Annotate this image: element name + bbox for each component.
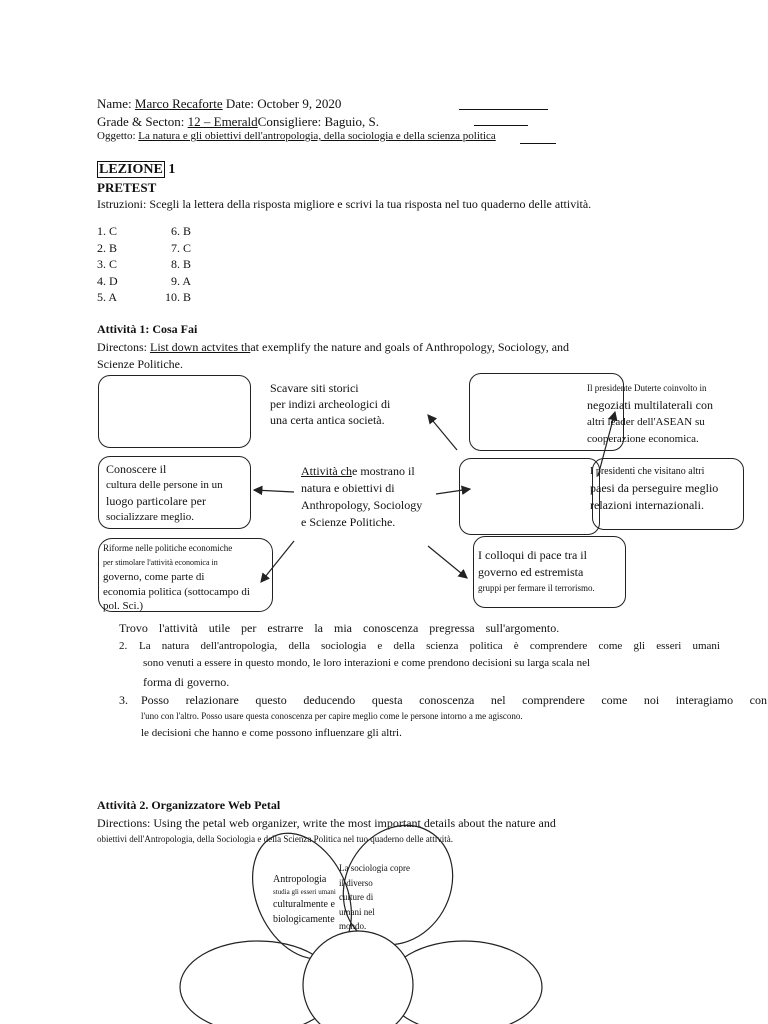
- petal-right-text: La sociologia copre il diverso culture di umani nel mondo.: [339, 863, 410, 931]
- answers-right: 6. B 7. C 8. B 9. A 10. B: [164, 224, 191, 304]
- subject-line: Oggetto: La natura e gli obiettivi dell'antropologia, della sociologia e della scienza politica: [97, 130, 496, 142]
- reflection-item2-line2: sono venuti a essere in questo mondo, le loro interazioni e come prendono decisioni su larga scala nel: [143, 657, 591, 669]
- reflection-item3-line1: Posso relazionare questo deducendo questa conoscenza nel comprendere come noi interagiamo con: [141, 693, 767, 707]
- pretest-instructions: Istruzioni: Scegli la lettera della risposta migliore e scrivi la tua risposta nel tuo quaderno delle attività.: [97, 197, 592, 211]
- name-value: Marco Recaforte: [134, 96, 223, 111]
- petal-center: [303, 931, 413, 1024]
- reflection-item2-line3: forma di governo.: [143, 675, 230, 689]
- activity1-directions-line2: Scienze Politiche.: [97, 357, 183, 371]
- reflection-item3-num: 3.: [119, 693, 128, 707]
- answers-left: 1. C 2. B 3. C 4. D 5. A: [97, 224, 118, 304]
- reflection-item2-line1: La natura dell'antropologia, della sociologia e della scienza politica è comprendere come gli esseri umani: [139, 640, 720, 652]
- text-left-bottom: Riforme nelle politiche economiche per stimolare l'attività economica in governo, come parte di economia politica (sottocampo di pol. Sci.): [103, 543, 250, 612]
- lesson-title: LEZIONE 1: [99, 162, 176, 177]
- name-line: Name: Marco Recaforte Date: October 9, 2020: [97, 96, 342, 111]
- adviser-value: Baguio, S.: [324, 114, 380, 129]
- activity2-title: Attività 2. Organizzatore Web Petal: [97, 798, 281, 812]
- reflection-line1: Trovo l'attività utile per estrarre la mia conoscenza pregressa sull'argomento.: [119, 621, 560, 635]
- reflection-item3-line3: le decisioni che hanno e come possono influenzare gli altri.: [141, 727, 402, 739]
- activity1-title: Attività 1: Cosa Fai: [97, 322, 198, 336]
- activity2-directions-line2: obiettivi dell'Antropologia, della Sociologia e della Scienza Politica nel tuo quaderno delle attività.: [97, 834, 454, 844]
- text-right-top: Il presidente Duterte coinvolto in negoziati multilaterali con altri leader dell'ASEAN su cooperazione economica.: [587, 383, 713, 445]
- text-left-middle: Conoscere il cultura delle persone in un luogo particolare per socializzare meglio.: [106, 462, 223, 523]
- text-right-bottom: I colloqui di pace tra il governo ed estremista gruppi per fermare il terrorismo.: [478, 548, 595, 593]
- activity2-directions-line1: Directions: Using the petal web organizer, write the most important details about the nature and: [97, 816, 556, 830]
- date-value: October 9, 2020: [257, 96, 342, 111]
- subject-value: La natura e gli obiettivi dell'antropologia, della sociologia e della scienza politica: [138, 130, 496, 142]
- reflection-item2-num: 2.: [119, 640, 128, 652]
- grade-value: 12 – Emerald: [187, 114, 258, 129]
- activity1-directions: Directons: List down actvites that exemplify the nature and goals of Anthropology, Sociology, and: [97, 340, 570, 354]
- text-right-middle: I presidenti che visitano altri paesi da perseguire meglio relazioni internazionali.: [590, 466, 719, 512]
- text-top-middle: Scavare siti storici per indizi archeologici di una certa antica società.: [270, 381, 391, 427]
- grade-line: Grade & Secton: 12 – EmeraldConsigliere: Baguio, S.: [97, 114, 380, 129]
- center-text: Attività che mostrano il natura e obiettivi di Anthropology, Sociology e Scienze Politiche.: [301, 464, 423, 529]
- reflection-item3-line2: l'uno con l'altro. Posso usare questa conoscenza per capire meglio come le persone intorno a me agiscono.: [141, 711, 523, 721]
- pretest-heading: PRETEST: [97, 180, 157, 195]
- petal-left-text: Antropologia studia gli esseri umani culturalmente e biologicamente: [273, 874, 336, 925]
